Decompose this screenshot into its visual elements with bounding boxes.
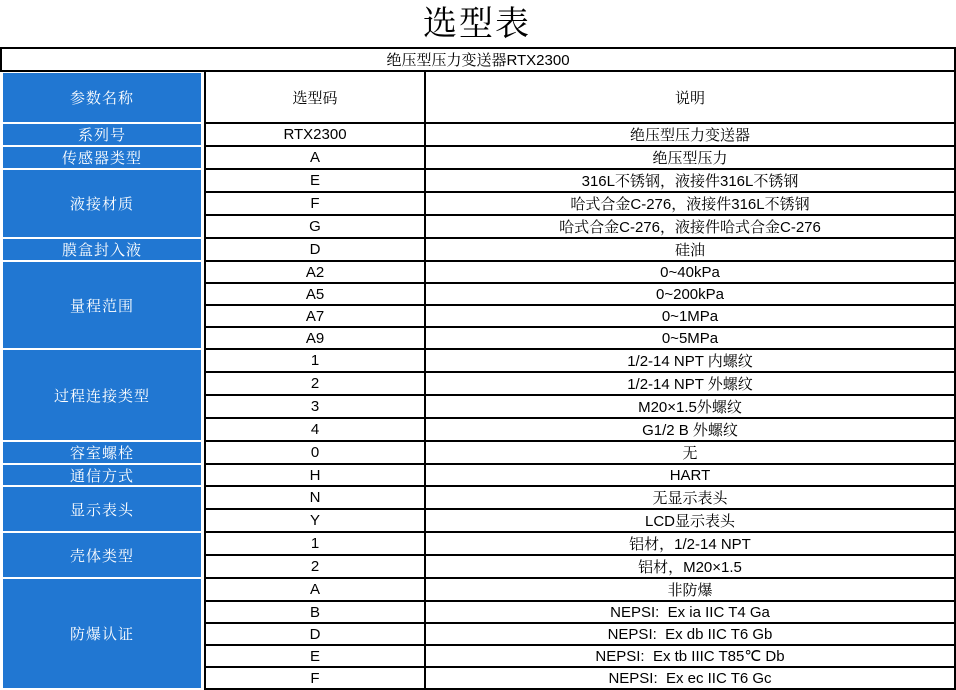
desc-cell: 绝压型压力 [425,146,955,169]
param-label: 过程连接类型 [3,350,201,440]
param-label: 膜盒封入液 [3,239,201,260]
desc-cell: M20×1.5外螺纹 [425,395,955,418]
desc-cell: 0~1MPa [425,305,955,327]
desc-cell: NEPSI: Ex db IIC T6 Gb [425,623,955,645]
desc-cell: NEPSI: Ex ec IIC T6 Gc [425,667,955,689]
param-cell [1,261,205,349]
param-cell [1,169,205,238]
code-cell: 4 [205,418,425,441]
desc-cell: 哈式合金C-276，液接件哈式合金C-276 [425,215,955,238]
table-row [1,578,955,601]
param-cell [1,464,205,486]
code-cell: F [205,667,425,689]
code-cell: F [205,192,425,215]
desc-cell: NEPSI: Ex ia IIC T4 Ga [425,601,955,623]
code-cell: 2 [205,372,425,395]
param-label: 壳体类型 [3,533,201,577]
table-row [1,123,955,146]
table-row [1,532,955,555]
code-cell: H [205,464,425,486]
desc-cell: 无 [425,441,955,464]
param-cell [1,486,205,532]
code-cell: 0 [205,441,425,464]
table-row [1,169,955,192]
param-label: 量程范围 [3,262,201,348]
code-cell: A2 [205,261,425,283]
table-row [1,486,955,509]
param-cell [1,146,205,169]
table-row [1,464,955,486]
desc-cell: 1/2-14 NPT 内螺纹 [425,349,955,372]
desc-cell: 非防爆 [425,578,955,601]
merged-header-cell: 绝压型压力变送器RTX2300 [1,48,955,71]
code-cell: E [205,645,425,667]
code-header-cell: 选型码 [205,71,425,123]
param-label: 液接材质 [3,170,201,237]
param-label: 系列号 [3,124,201,145]
code-cell: 1 [205,349,425,372]
param-cell [1,578,205,689]
param-label: 显示表头 [3,487,201,531]
param-header-label: 参数名称 [3,73,201,122]
code-cell: N [205,486,425,509]
desc-cell: NEPSI: Ex tb IIIC T85℃ Db [425,645,955,667]
param-cell [1,532,205,578]
desc-cell: 无显示表头 [425,486,955,509]
code-cell: A [205,146,425,169]
param-cell [1,349,205,441]
desc-cell: 铝材，M20×1.5 [425,555,955,578]
code-cell: G [205,215,425,238]
desc-cell: 绝压型压力变送器 [425,123,955,146]
table-body [1,48,955,689]
code-cell: 2 [205,555,425,578]
desc-cell: G1/2 B 外螺纹 [425,418,955,441]
desc-cell: 0~200kPa [425,283,955,305]
code-cell: 3 [205,395,425,418]
code-cell: Y [205,509,425,532]
code-cell: A5 [205,283,425,305]
code-cell: D [205,623,425,645]
param-label: 传感器类型 [3,147,201,168]
table-row [1,441,955,464]
code-cell: A9 [205,327,425,349]
param-cell [1,238,205,261]
desc-cell: HART [425,464,955,486]
table-row [1,261,955,283]
table-row [1,349,955,372]
param-cell [1,123,205,146]
param-label: 容室螺栓 [3,442,201,463]
desc-header-cell: 说明 [425,71,955,123]
desc-cell: 0~5MPa [425,327,955,349]
code-cell: D [205,238,425,261]
merged-header-row [1,48,955,71]
desc-cell: 哈式合金C-276，液接件316L不锈钢 [425,192,955,215]
desc-cell: 铝材，1/2-14 NPT [425,532,955,555]
page-title: 选型表 [423,3,531,44]
param-label: 防爆认证 [3,579,201,688]
desc-cell: 1/2-14 NPT 外螺纹 [425,372,955,395]
title-bar [0,0,954,47]
param-header-cell [1,71,205,123]
desc-cell: 硅油 [425,238,955,261]
table-row [1,146,955,169]
code-cell: A7 [205,305,425,327]
code-cell: A [205,578,425,601]
column-header-row [1,71,955,123]
selection-table [0,47,956,690]
code-cell: B [205,601,425,623]
desc-cell: LCD显示表头 [425,509,955,532]
table-row [1,238,955,261]
desc-cell: 0~40kPa [425,261,955,283]
code-cell: RTX2300 [205,123,425,146]
code-cell: 1 [205,532,425,555]
param-cell [1,441,205,464]
desc-cell: 316L不锈钢，液接件316L不锈钢 [425,169,955,192]
code-cell: E [205,169,425,192]
param-label: 通信方式 [3,465,201,485]
